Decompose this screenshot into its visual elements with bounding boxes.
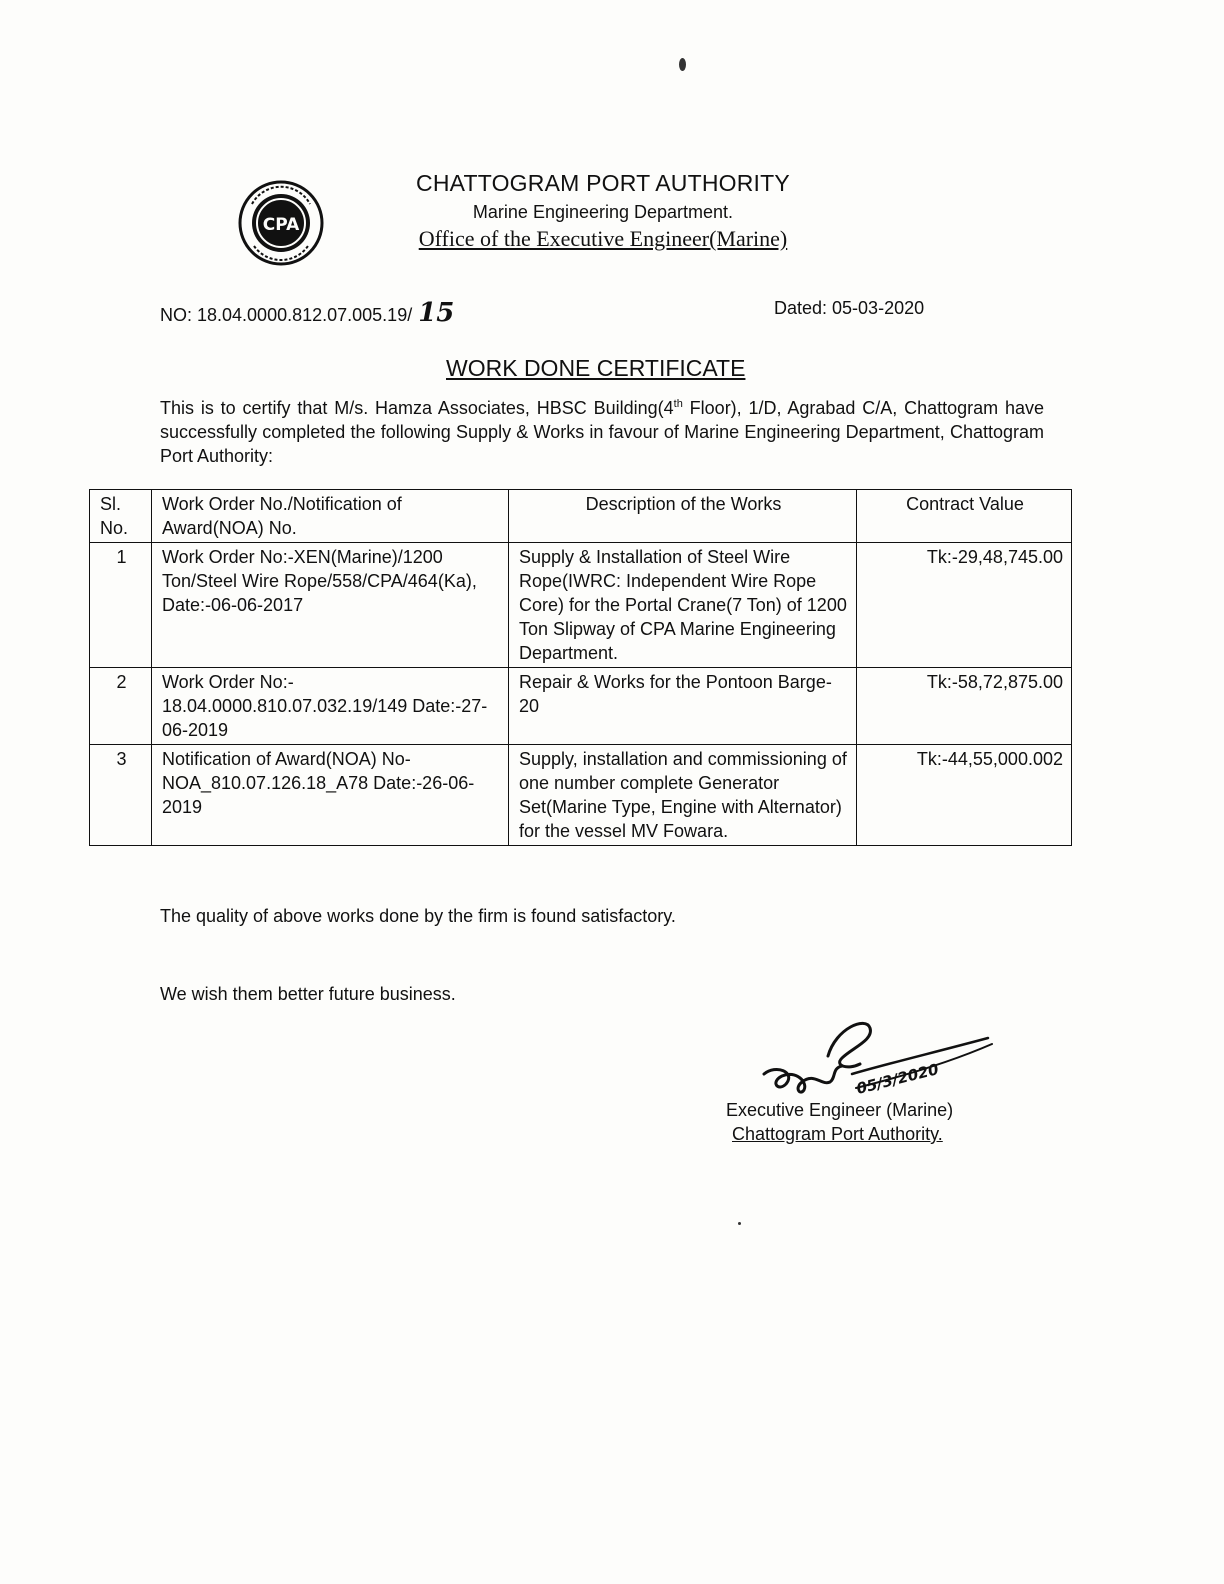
row-sl-no: 2: [90, 668, 152, 745]
department-name: Marine Engineering Department.: [472, 202, 734, 222]
certificate-intro: [160, 392, 1044, 468]
row-contract-value: Tk:-44,55,000.002: [857, 745, 1072, 846]
header-work-order: Work Order No./Notification of Award(NOA) No.: [152, 490, 509, 543]
office-name: Office of the Executive Engineer(Marine): [418, 226, 788, 251]
row-description: Supply & Installation of Steel Wire Rope(IWRC: Independent Wire Rope Core) for the Portal Crane(7 Ton) of 1200 Ton Slipway of CPA Marine Engineering Department.: [509, 543, 857, 668]
closing-wish: We wish them better future business.: [160, 984, 456, 1004]
works-table: [89, 489, 1072, 846]
table-row: [90, 745, 1072, 846]
cpa-logo-icon: [238, 180, 324, 266]
row-description: Repair & Works for the Pontoon Barge-20: [509, 668, 857, 745]
header-description: Description of the Works: [509, 490, 857, 543]
reference-number-handwritten: 15: [418, 298, 455, 328]
intro-text-end: Floor), 1/D, Agrabad C/A, Chattogram have successfully completed the following Supply & Works in favour of Marine Engineering Department, Chattogram Port Authority:: [160, 398, 1044, 466]
signature-icon: [756, 1012, 1006, 1108]
row-sl-no: 1: [90, 543, 152, 668]
ink-speck: [679, 58, 686, 71]
logo-lettering: CPA: [262, 215, 300, 235]
reference-date: Dated: 05-03-2020: [774, 298, 925, 318]
row-work-order: Work Order No:-XEN(Marine)/1200 Ton/Steel Wire Rope/558/CPA/464(Ka), Date:-06-06-2017: [152, 543, 509, 668]
table-row: [90, 543, 1072, 668]
row-description: Supply, installation and commissioning of one number complete Generator Set(Marine Type, Engine with Alternator) for the vessel MV Fowara.: [509, 745, 857, 846]
ink-speck: [738, 1222, 741, 1225]
table-header-row: [90, 490, 1072, 543]
intro-superscript: th: [673, 398, 683, 410]
row-contract-value: Tk:-29,48,745.00: [857, 543, 1072, 668]
table-row: [90, 668, 1072, 745]
reference-number: [160, 298, 454, 328]
row-work-order: Notification of Award(NOA) No- NOA_810.07.126.18_A78 Date:-26-06-2019: [152, 745, 509, 846]
row-sl-no: 3: [90, 745, 152, 846]
intro-text-start: This is to certify that M/s. Hamza Associates, HBSC Building(4: [160, 398, 674, 418]
row-contract-value: Tk:-58,72,875.00: [857, 668, 1072, 745]
signatory-role: Executive Engineer (Marine): [726, 1100, 954, 1120]
organization-name: CHATTOGRAM PORT AUTHORITY: [416, 170, 790, 196]
signatory-organization: Chattogram Port Authority.: [732, 1124, 943, 1144]
quality-statement: The quality of above works done by the firm is found satisfactory.: [160, 906, 676, 926]
certificate-title: WORK DONE CERTIFICATE: [446, 355, 746, 381]
header-sl-no: Sl. No.: [90, 490, 152, 543]
signature-date: 05/3/2020: [854, 1060, 941, 1098]
row-work-order: Work Order No:- 18.04.0000.810.07.032.19/149 Date:-27-06-2019: [152, 668, 509, 745]
reference-number-label: NO: 18.04.0000.812.07.005.19/: [160, 305, 413, 325]
header-contract-value: Contract Value: [857, 490, 1072, 543]
